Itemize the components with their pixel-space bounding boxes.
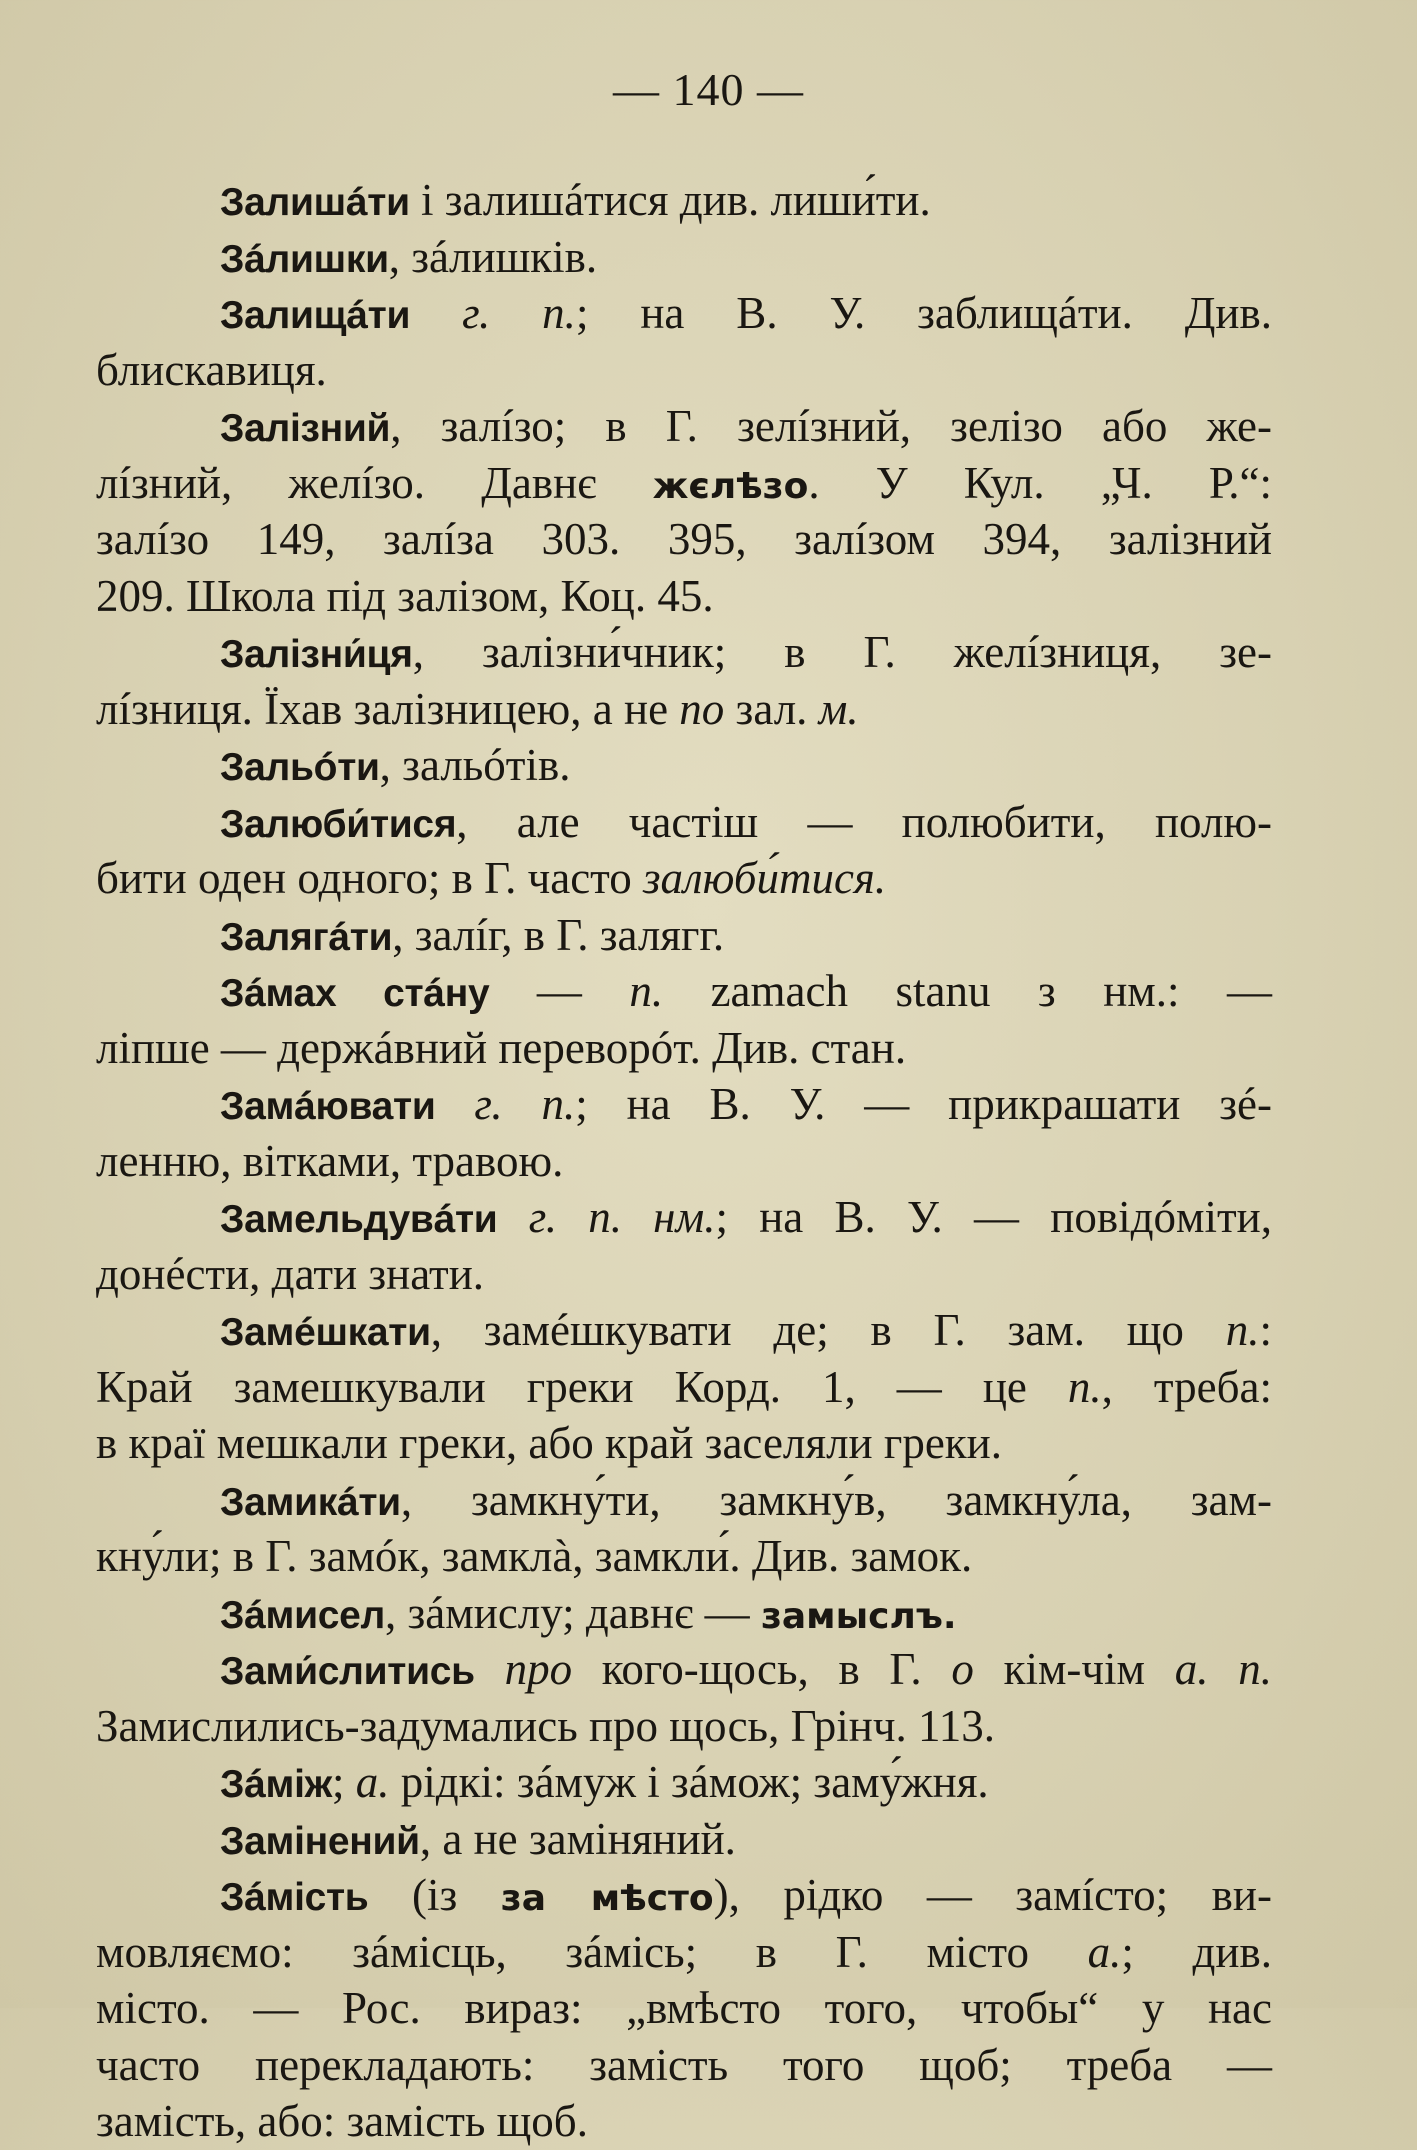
headword: Зáмах стáну: [220, 972, 490, 1015]
entry-line: Зáмах стáну — п. zamach stanu з нм.: —: [220, 966, 1272, 1016]
entry-line: Зами́слитись про кого-щось, в Г. о кім-чім а. п.: [220, 1644, 1272, 1694]
entry-line: кну́ли; в Г. замóк, замклà, замкли́. Див. замок.: [96, 1531, 973, 1581]
headword: Зáмисел: [220, 1593, 386, 1637]
entry-line: Залізни́ця, залізни́чник; в Г. желíзниця, зе-: [220, 627, 1272, 677]
entry-line: Замислились-задумались про щось, Грінч. 113.: [96, 1700, 996, 1751]
entry-line: Залягáти, залíг, в Г. залягг.: [220, 909, 725, 960]
headword: Замéшкати: [220, 1311, 431, 1354]
entry-line: Зáмість (із за мѣсто), рідко — замíсто; ви-: [220, 1870, 1272, 1920]
headword: Зáміж: [220, 1763, 332, 1806]
entry-line: Зальóти, зальóтів.: [220, 740, 571, 790]
entry-line: Залищáти г. п.; на В. У. заблищáти. Див.: [220, 288, 1272, 338]
entry-line: залíзо 149, залíза 303. 395, залíзом 394, залізний: [96, 514, 1272, 564]
entry-line: Край замешкували греки Корд. 1, — це п., треба:: [96, 1361, 1272, 1412]
entry-line: часто перекладають: замість того щоб; треба —: [96, 2039, 1272, 2090]
entry-line: лíзниця. Їхав залізницею, а не по зал. м.: [96, 683, 859, 734]
headword: Зáмість: [220, 1876, 369, 1919]
headword: Зами́слитись: [220, 1650, 475, 1693]
entry-line: бити оден одного; в Г. часто залюби́тися.: [96, 853, 887, 903]
old-form: жєлѣзо: [652, 465, 809, 507]
entry-line: Залізний, залíзо; в Г. зелíзний, зелізо або же-: [220, 401, 1272, 451]
entry-line: блискавиця.: [96, 344, 327, 395]
entry-line: Зáмисел, зáмислу; давнє — замыслъ.: [220, 1587, 957, 1638]
headword: Залюби́тися: [220, 802, 457, 846]
entry-line: Залишáти і залишáтися див. лиши́ти.: [220, 175, 931, 225]
headword: Замáювати: [220, 1085, 436, 1128]
old-form: замыслъ.: [760, 1595, 957, 1637]
entry-line: Залюби́тися, але частіш — полюбити, полю-: [220, 796, 1272, 847]
headword: Зáлишки: [220, 237, 389, 281]
entry-line: Замéшкати, замéшкувати де; в Г. зам. що п.:: [220, 1305, 1272, 1355]
entry-line: мовляємо: зáмісць, зáмісь; в Г. місто а.; див.: [96, 1926, 1273, 1977]
entry-line: ленню, вітками, травою.: [96, 1135, 564, 1186]
entry-line: ліпше — держáвний переворóт. Див. стан.: [96, 1022, 907, 1073]
headword: Замельдувáти: [220, 1198, 498, 1241]
dictionary-text: [96, 172, 1272, 2150]
entry-line: Зáлишки, зáлишків.: [220, 231, 598, 282]
entry-line: Замельдувáти г. п. нм.; на В. У. — повідóміти,: [220, 1192, 1272, 1242]
headword: Залишáти: [220, 181, 410, 224]
entry-line: в краї мешкали греки, або край заселяли греки.: [96, 1418, 1002, 1468]
entry-line: Замáювати г. п.; на В. У. — прикрашати зé-: [220, 1079, 1272, 1129]
headword: Зальóти: [220, 746, 380, 789]
entry-line: Замикáти, замкну́ти, замкну́в, замкну́ла, зам-: [220, 1474, 1272, 1525]
entry-line: Замінений, а не заміняний.: [220, 1813, 736, 1864]
headword: Замінений: [220, 1819, 420, 1863]
entry-line: місто. — Рос. вираз: „вмѣсто того, чтобы“ у нас: [96, 1983, 1272, 2033]
headword: Залищáти: [220, 294, 411, 337]
entry-line: 209. Школа під залізом, Коц. 45.: [96, 570, 714, 621]
headword: Замикáти: [220, 1480, 401, 1524]
headword: Залізний: [220, 407, 391, 450]
entry-line: замість, або: замість щоб.: [96, 2096, 588, 2146]
entry-line: Зáміж; а. рідкі: зáмуж і зáмож; заму́жня.: [220, 1757, 989, 1807]
entry-line: донéсти, дати знати.: [96, 1248, 485, 1299]
old-form: за мѣсто: [500, 1878, 714, 1919]
entry-line: лíзний, желíзо. Давнє жєлѣзо. У Кул. „Ч. Р.“:: [96, 457, 1272, 508]
headword: Залізни́ця: [220, 633, 413, 676]
page-number: — 140 —: [613, 64, 804, 115]
headword: Залягáти: [220, 915, 393, 959]
